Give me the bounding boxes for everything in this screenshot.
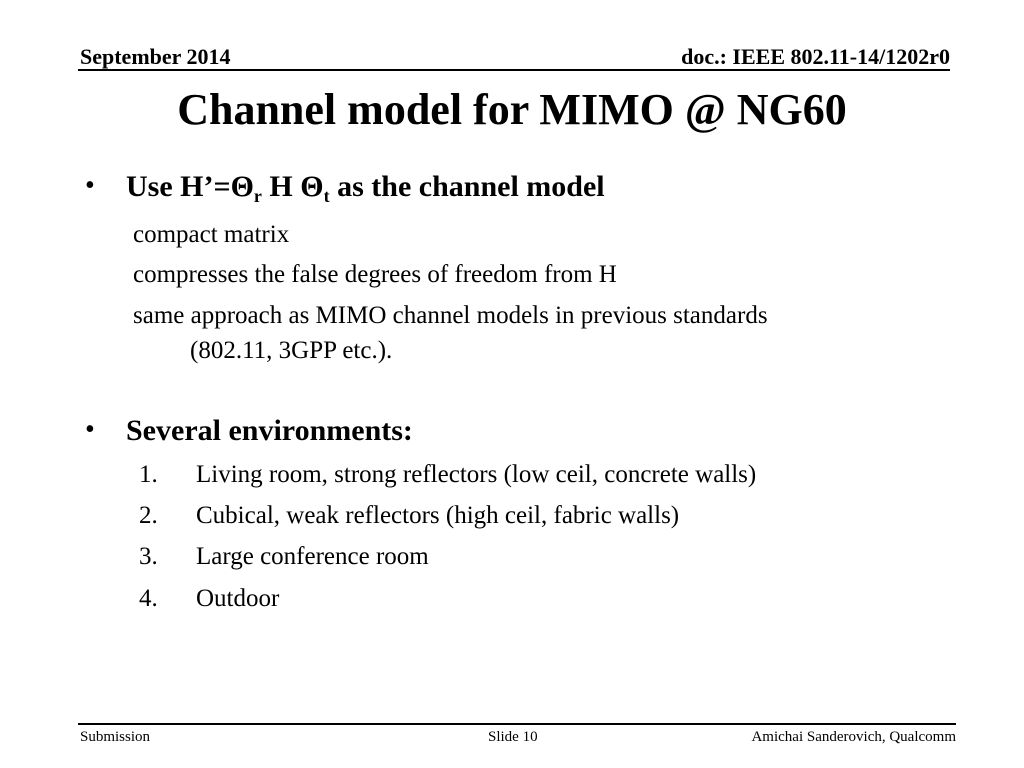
- subscript-r: r: [253, 186, 262, 206]
- footer-slide-number: Slide 10: [488, 729, 538, 745]
- list-number: 1.: [139, 461, 158, 488]
- footer-author: Amichai Sanderovich, Qualcomm: [751, 729, 956, 745]
- list-number: 3.: [139, 543, 158, 570]
- bullet-marker: •: [85, 170, 95, 201]
- bullet-marker: •: [85, 414, 95, 445]
- footer-divider: [78, 723, 956, 725]
- bullet-text-post: as the channel model: [329, 170, 605, 203]
- bullet-environments: Several environments:: [126, 414, 413, 447]
- subitem-compact-matrix: compact matrix: [133, 221, 290, 248]
- list-item: Cubical, weak reflectors (high ceil, fabric walls): [196, 502, 680, 529]
- bullet-text-pre: Use H’=Θ: [126, 170, 254, 203]
- header-divider: [78, 69, 950, 71]
- list-item: Outdoor: [196, 585, 280, 612]
- subscript-t: t: [323, 186, 330, 206]
- list-number: 2.: [139, 502, 158, 529]
- list-item: Living room, strong reflectors (low ceil, concrete walls): [196, 461, 757, 488]
- header-doc-id: doc.: IEEE 802.11-14/1202r0: [681, 44, 950, 69]
- bullet-channel-model: [126, 170, 605, 204]
- list-item: Large conference room: [196, 543, 429, 570]
- subitem-same-approach: same approach as MIMO channel models in previous standards: [133, 302, 768, 329]
- bullet-text-mid: H Θ: [261, 170, 324, 203]
- slide-title: Channel model for MIMO @ NG60: [177, 85, 847, 134]
- subitem-compresses: compresses the false degrees of freedom from H: [133, 261, 617, 288]
- footer-submission: Submission: [80, 729, 151, 745]
- header-date: September 2014: [80, 44, 231, 69]
- list-number: 4.: [139, 585, 158, 612]
- subitem-same-approach-cont: (802.11, 3GPP etc.).: [190, 337, 393, 364]
